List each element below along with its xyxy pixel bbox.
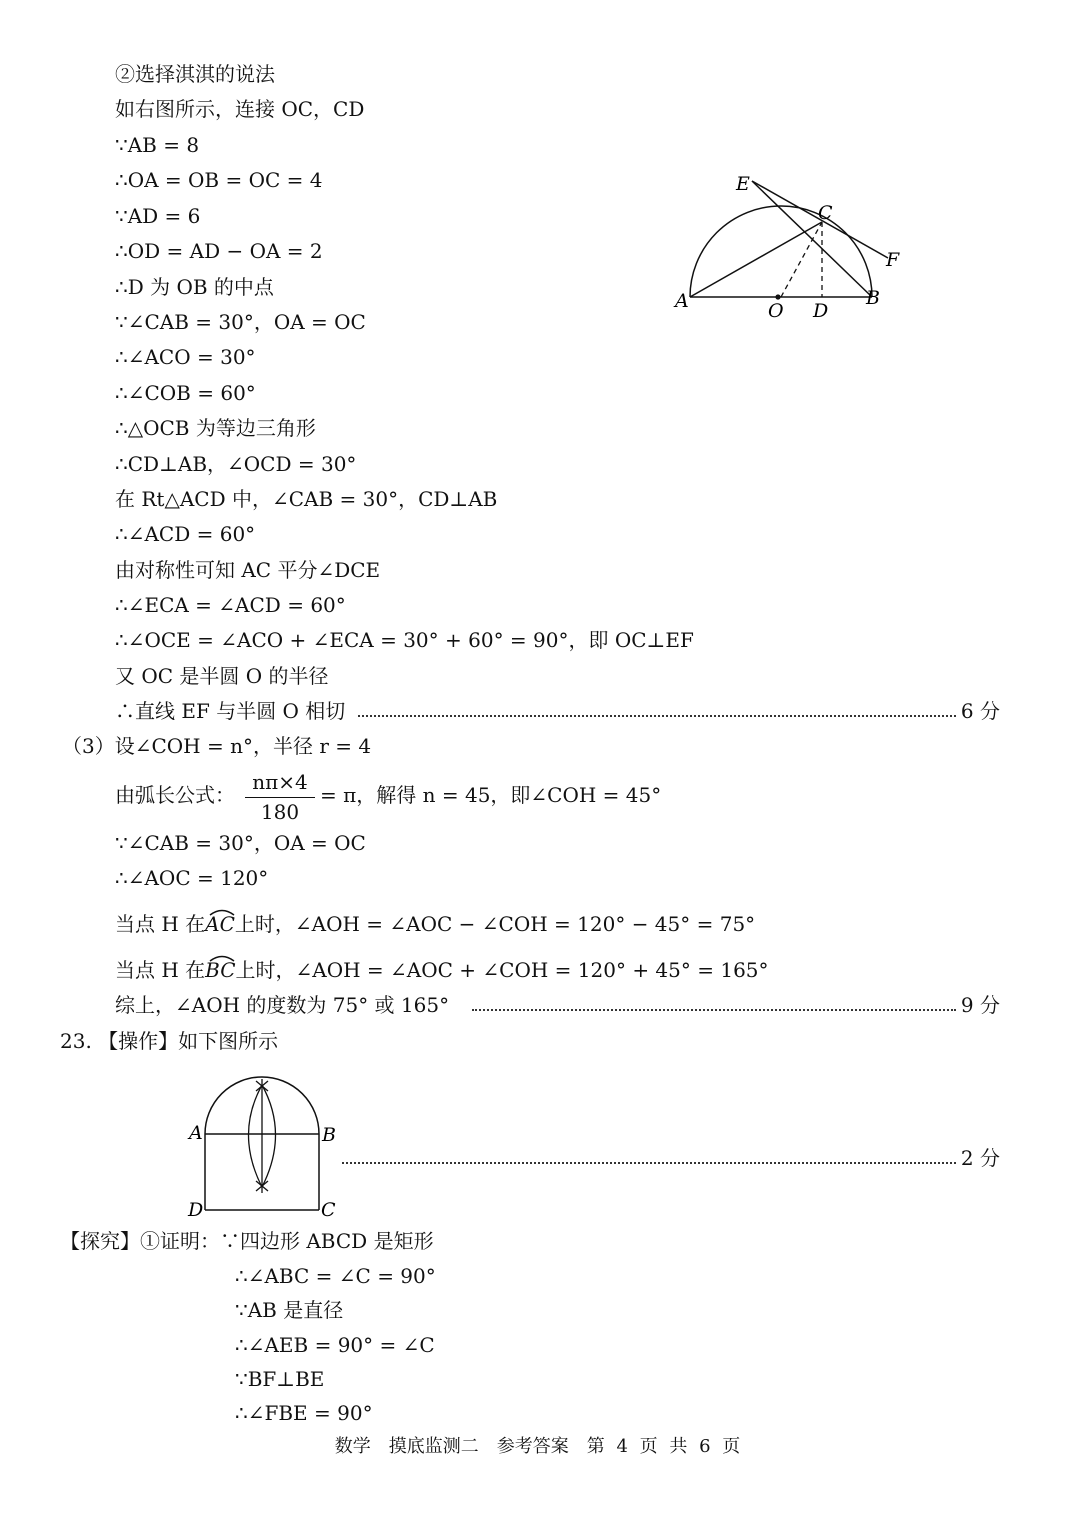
- line-ef-tangent: ∴直线 EF 与半圆 O 相切: [115, 699, 346, 723]
- label-a2: A: [189, 1122, 203, 1144]
- label-c2: C: [321, 1199, 336, 1221]
- label-b2: B: [322, 1124, 336, 1146]
- line-connect-oc-cd: 如右图所示，连接 OC，CD: [115, 97, 365, 121]
- line-oa-ob-oc: ∴OA = OB = OC = 4: [115, 168, 323, 192]
- center-o-dot: [775, 294, 780, 299]
- line-oce-90: ∴∠OCE = ∠ACO + ∠ECA = 30° + 60° = 90°，即 OC⊥EF: [115, 628, 694, 652]
- label-d2: D: [188, 1199, 204, 1221]
- page-footer: 数学 摸底监测二 参考答案 第 4 页 共 6 页: [334, 1436, 741, 1457]
- h-on-arc-bc-suffix: 上时，∠AOH = ∠AOC + ∠COH = 120° + 45° = 165°: [235, 958, 769, 982]
- construction-arc-right: [262, 1085, 276, 1187]
- line-q23-operation: 23. 【操作】如下图所示: [60, 1029, 279, 1053]
- line-ad-eq-6: ∵AD = 6: [115, 204, 201, 228]
- arc-bc-label: BC: [205, 958, 236, 982]
- label-c: C: [818, 202, 833, 224]
- h-on-arc-prefix-2: 当点 H 在: [115, 958, 206, 982]
- line-symmetry: 由对称性可知 AC 平分∠DCE: [115, 558, 381, 582]
- line-eca-60: ∴∠ECA = ∠ACD = 60°: [115, 593, 346, 617]
- line-bf-perp-be: ∵BF⊥BE: [235, 1367, 325, 1391]
- line-ab-diameter: ∵AB 是直径: [235, 1298, 344, 1322]
- semicircle-arc: [690, 206, 872, 297]
- line-ocb-equilateral: ∴△OCB 为等边三角形: [115, 416, 316, 440]
- label-f: F: [886, 249, 900, 271]
- line-fbe-90: ∴∠FBE = 90°: [235, 1401, 373, 1425]
- label-e: E: [736, 173, 750, 195]
- line-abc-c-90: ∴∠ABC = ∠C = 90°: [235, 1264, 436, 1288]
- line-arc-formula-prefix: 由弧长公式：: [115, 783, 235, 807]
- line-choose-qiqi: ②选择淇淇的说法: [115, 62, 275, 86]
- figure-semicircle-tangent: [670, 165, 910, 325]
- line-summary-aoh: 综上，∠AOH 的度数为 75° 或 165°: [115, 993, 450, 1017]
- line-acd-60: ∴∠ACD = 60°: [115, 522, 256, 546]
- line-oc-radius: 又 OC 是半圆 O 的半径: [115, 664, 329, 688]
- fraction-bar: [245, 797, 315, 798]
- construction-arc-left: [249, 1085, 263, 1187]
- line-ab-eq-8: ∵AB = 8: [115, 133, 200, 157]
- arc-bc-mark: [208, 952, 236, 962]
- line-cab-30: ∵∠CAB = 30°，OA = OC: [115, 310, 366, 334]
- line-aeb-90: ∴∠AEB = 90° = ∠C: [235, 1333, 435, 1357]
- fraction-numerator: nπ×4: [252, 770, 308, 794]
- label-d: D: [813, 300, 829, 322]
- score-2: 2 分: [960, 1146, 1000, 1170]
- line-explore-proof: 【探究】①证明：∵四边形 ABCD 是矩形: [60, 1229, 434, 1253]
- line-arc-formula-suffix: = π，解得 n = 45，即∠COH = 45°: [320, 783, 662, 807]
- line-cob-60: ∴∠COB = 60°: [115, 381, 256, 405]
- line-cd-perp-ab: ∴CD⊥AB，∠OCD = 30°: [115, 452, 357, 476]
- line-aco-30: ∴∠ACO = 30°: [115, 345, 256, 369]
- segment-ac: [690, 222, 822, 297]
- line-d-midpoint: ∴D 为 OB 的中点: [115, 275, 274, 299]
- label-o: O: [768, 300, 784, 322]
- arc-ac-label: AC: [205, 912, 235, 936]
- h-on-arc-ac-suffix: 上时，∠AOH = ∠AOC − ∠COH = 120° − 45° = 75°: [234, 912, 756, 936]
- score-6: 6 分: [960, 699, 1000, 723]
- line-od-eq-2: ∴OD = AD − OA = 2: [115, 239, 323, 263]
- figure-rectangle-semicircle: [185, 1075, 345, 1225]
- line-aoc-120: ∴∠AOC = 120°: [115, 866, 269, 890]
- h-on-arc-prefix: 当点 H 在: [115, 912, 206, 936]
- label-b: B: [866, 287, 880, 309]
- line-part3-setup: （3）设∠COH = n°，半径 r = 4: [62, 734, 372, 758]
- line-rt-acd: 在 Rt△ACD 中，∠CAB = 30°，CD⊥AB: [115, 487, 498, 511]
- label-a: A: [675, 290, 689, 312]
- score-9: 9 分: [960, 993, 1000, 1017]
- arc-ac-mark: [208, 906, 236, 916]
- line-cab-30-again: ∵∠CAB = 30°，OA = OC: [115, 831, 366, 855]
- fraction-denominator: 180: [260, 800, 300, 824]
